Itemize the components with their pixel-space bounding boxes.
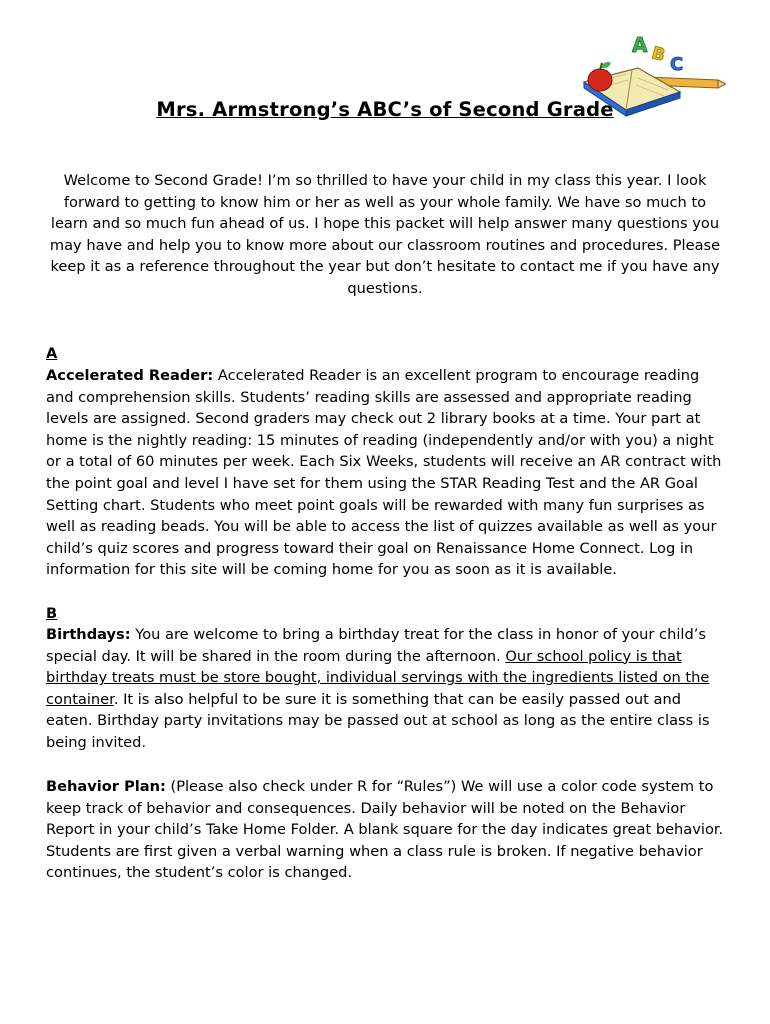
- behavior-plan-term: Behavior Plan:: [46, 778, 166, 795]
- birthdays-text: You are welcome to bring a birthday treat for the class in honor of your child’s special day. It will be shared in the room during the afternoon.: [46, 626, 706, 665]
- apple-icon: [588, 61, 612, 91]
- birthdays-text-after: . It is also helpful to be sure it is something that can be easily passed out and eaten. Birthday party invitations may be passed out at school as long as the entire class is being invited.: [46, 690, 710, 751]
- letter-b-icon: B: [649, 43, 668, 66]
- section-b-heading: B: [46, 605, 58, 622]
- birthdays-term: Birthdays:: [46, 626, 131, 643]
- behavior-plan-text: (Please also check under R for “Rules”) We will use a color code system to keep track of behavior and consequences. Daily behavior will be noted on the Behavior Report in your child’s Take Home Folder. A blank square for the day indicates great behavior. Students are first given a verbal warning when a class rule is broken. If negative behavior continues, the student’s color is changed.: [46, 778, 724, 882]
- accelerated-reader-text: Accelerated Reader is an excellent program to encourage reading and comprehension skills. Students’ reading skills are assessed and appropriate reading levels are assigned. Second graders may check out 2 library books at a time. Your part at home is the nightly reading: 15 minutes of reading (independently and/or with you) a night or a total of 60 minutes per week. Each Six Weeks, students will receive an AR contract with the point goal and level I have set for them using the STAR Reading Test and the AR Goal Setting chart. Students who meet point goals will be rewarded with many fun surprises as well as reading beads. You will be able to access the list of quizzes available as well as your child’s quiz scores and progress toward their goal on Renaissance Home Connect. Log in information for this site will be coming home for you as soon as it is available.: [46, 367, 722, 579]
- birthdays-policy-text: Our school policy is that birthday treats must be store bought, individual servings with the ingredients listed on the container: [46, 647, 710, 708]
- letter-a-icon: A: [632, 33, 648, 57]
- birthdays-paragraph: [46, 624, 726, 754]
- page-title: Mrs. Armstrong’s ABC’s of Second Grade: [156, 98, 614, 121]
- accelerated-reader-paragraph: [46, 365, 726, 581]
- accelerated-reader-term: Accelerated Reader:: [46, 367, 214, 384]
- section-a-heading: A: [46, 345, 58, 362]
- behavior-plan-paragraph: [46, 776, 726, 884]
- intro-paragraph: Welcome to Second Grade! I’m so thrilled to have your child in my class this year. I look forward to getting to know him or her as well as your whole family. We have so much to learn and so much fun ahead of us. I hope this packet will help answer many questions you may have and help you to know more about our classroom routines and procedures. Please keep it as a reference throughout the year but don’t hesitate to contact me if you have any questions.: [49, 172, 721, 297]
- letter-c-icon: C: [670, 54, 684, 75]
